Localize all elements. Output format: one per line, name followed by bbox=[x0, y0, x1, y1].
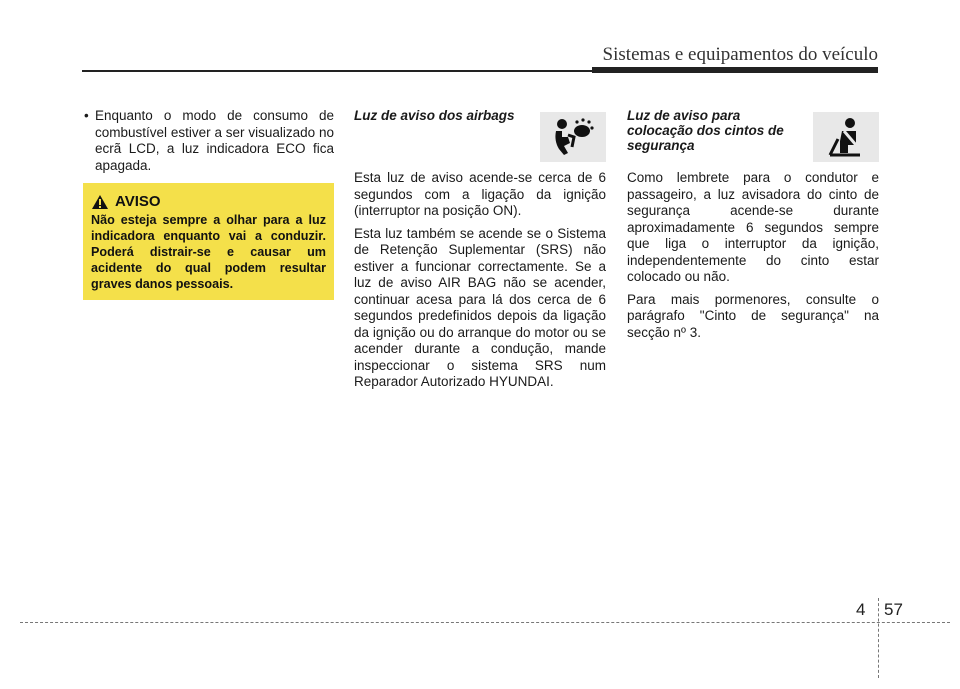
footer-rule bbox=[20, 622, 950, 623]
header-title: Sistemas e equipamentos do veículo bbox=[602, 44, 878, 65]
warning-header bbox=[91, 193, 326, 210]
column-3 bbox=[627, 108, 879, 347]
column-1 bbox=[82, 108, 334, 174]
seatbelt-paragraph-2: Para mais pormenores, consulte o parágrafo "Cinto de segurança" na secção nº 3. bbox=[627, 291, 879, 340]
warning-triangle-icon bbox=[91, 194, 109, 210]
seatbelt-section-title: Luz de aviso para colocação dos cintos de segurança bbox=[627, 108, 784, 153]
airbag-warning-icon bbox=[550, 117, 596, 157]
bullet-text: Enquanto o modo de consumo de combustível estiver a ser visualizado no ecrã LCD, a luz indicadora ECO fica apagada. bbox=[95, 108, 334, 173]
page-number: 57 bbox=[884, 600, 903, 619]
bullet-item bbox=[82, 108, 334, 174]
header-rule-accent bbox=[592, 67, 878, 73]
seatbelt-icon-box bbox=[813, 112, 879, 162]
airbag-paragraph-2: Esta luz também se acende se o Sistema de Retenção Suplementar (SRS) não estiver a funcionar correctamente. Se a luz de aviso AIR BAG não se acender, continuar acesa para lá dos cerca de 6 segundos predefinidos depois da ligação da ignição ou do arranque do motor ou se acender durante a condução, mande inspeccionar o sistema SRS num Reparador Autorizado HYUNDAI. bbox=[354, 225, 606, 389]
airbag-paragraph-1: Esta luz de aviso acende-se cerca de 6 segundos com a ligação da ignição (interruptor na posição ON). bbox=[354, 170, 606, 218]
warning-box bbox=[83, 183, 334, 300]
chapter-number: 4 bbox=[856, 600, 866, 619]
warning-text: Não esteja sempre a olhar para a luz indicadora enquanto vai a conduzir. Poderá distrair-se e causar um acidente do qual podem resultar graves danos pessoais. bbox=[91, 213, 326, 291]
seatbelt-warning-icon bbox=[826, 117, 866, 157]
column-2 bbox=[354, 108, 606, 397]
airbag-section-header bbox=[354, 108, 606, 170]
seatbelt-paragraph-1: Como lembrete para o condutor e passageiro, a luz avisadora do cinto de segurança acende-se durante aproximadamente 6 segundos sempre que liga o interruptor da ignição, independentemente do cinto estar colocado ou não. bbox=[627, 170, 879, 284]
airbag-icon-box bbox=[540, 112, 606, 162]
bullet-symbol: • bbox=[84, 108, 89, 123]
seatbelt-section-header bbox=[627, 108, 879, 170]
footer-divider bbox=[878, 598, 879, 678]
warning-title: AVISO bbox=[115, 193, 161, 210]
airbag-section-title: Luz de aviso dos airbags bbox=[354, 108, 515, 123]
